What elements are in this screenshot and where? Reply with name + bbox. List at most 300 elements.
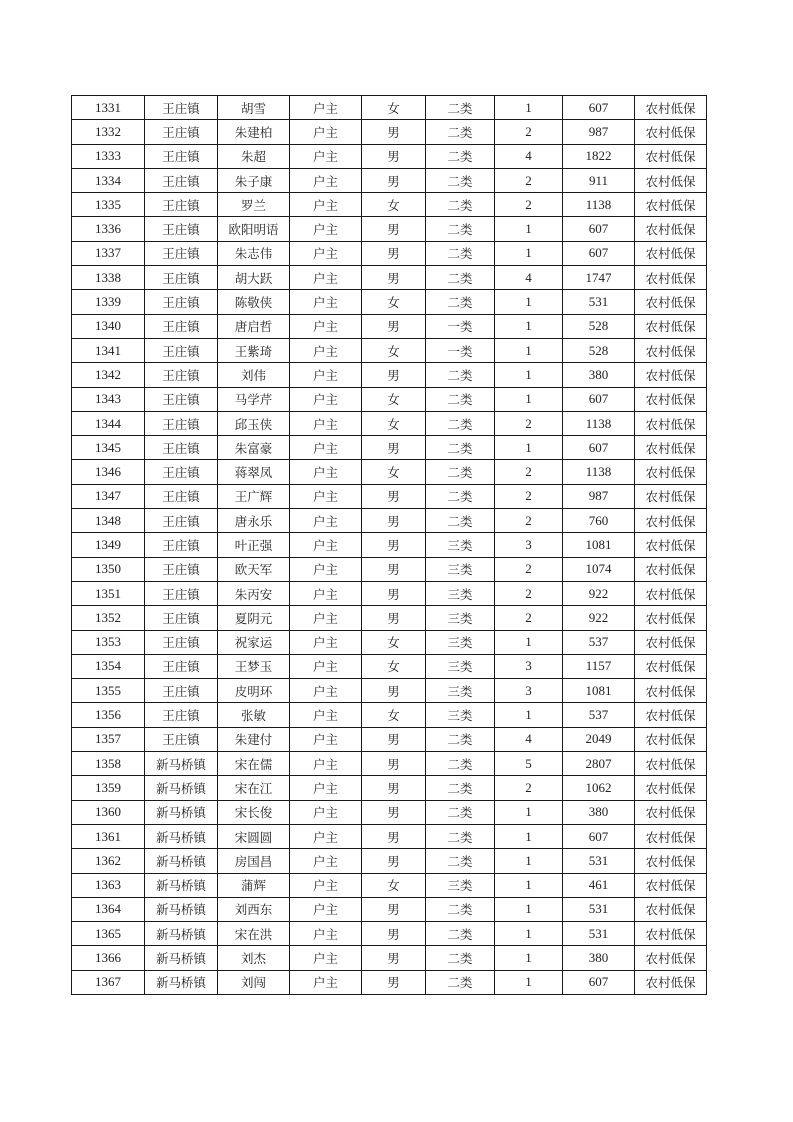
household-size-cell: 1 bbox=[495, 922, 563, 946]
assistance-type-cell: 农村低保 bbox=[635, 533, 707, 557]
name-cell: 罗兰 bbox=[218, 193, 290, 217]
household-size-cell: 1 bbox=[495, 946, 563, 970]
town-cell: 新马桥镇 bbox=[145, 849, 218, 873]
amount-cell: 1081 bbox=[563, 679, 635, 703]
name-cell: 朱丙安 bbox=[218, 581, 290, 605]
name-cell: 王梦玉 bbox=[218, 654, 290, 678]
household-size-cell: 2 bbox=[495, 484, 563, 508]
table-row bbox=[72, 606, 707, 630]
serial-number-cell: 1341 bbox=[72, 338, 145, 362]
gender-cell: 男 bbox=[362, 436, 426, 460]
town-cell: 王庄镇 bbox=[145, 727, 218, 751]
assistance-type-cell: 农村低保 bbox=[635, 193, 707, 217]
table-row bbox=[72, 193, 707, 217]
relation-cell: 户主 bbox=[290, 266, 362, 290]
category-cell: 二类 bbox=[426, 120, 495, 144]
amount-cell: 911 bbox=[563, 168, 635, 192]
town-cell: 王庄镇 bbox=[145, 703, 218, 727]
serial-number-cell: 1343 bbox=[72, 387, 145, 411]
relation-cell: 户主 bbox=[290, 168, 362, 192]
table-row bbox=[72, 338, 707, 362]
name-cell: 夏阴元 bbox=[218, 606, 290, 630]
name-cell: 欧阳明语 bbox=[218, 217, 290, 241]
serial-number-cell: 1346 bbox=[72, 460, 145, 484]
name-cell: 唐永乐 bbox=[218, 509, 290, 533]
table-row bbox=[72, 96, 707, 120]
assistance-type-cell: 农村低保 bbox=[635, 630, 707, 654]
name-cell: 朱建柏 bbox=[218, 120, 290, 144]
serial-number-cell: 1355 bbox=[72, 679, 145, 703]
household-size-cell: 1 bbox=[495, 824, 563, 848]
name-cell: 陈敬侠 bbox=[218, 290, 290, 314]
household-size-cell: 2 bbox=[495, 557, 563, 581]
category-cell: 二类 bbox=[426, 752, 495, 776]
table-row bbox=[72, 581, 707, 605]
serial-number-cell: 1362 bbox=[72, 849, 145, 873]
name-cell: 宋在江 bbox=[218, 776, 290, 800]
relation-cell: 户主 bbox=[290, 484, 362, 508]
serial-number-cell: 1336 bbox=[72, 217, 145, 241]
household-size-cell: 1 bbox=[495, 387, 563, 411]
gender-cell: 男 bbox=[362, 144, 426, 168]
assistance-type-cell: 农村低保 bbox=[635, 800, 707, 824]
household-size-cell: 2 bbox=[495, 776, 563, 800]
household-size-cell: 1 bbox=[495, 363, 563, 387]
assistance-type-cell: 农村低保 bbox=[635, 436, 707, 460]
category-cell: 二类 bbox=[426, 970, 495, 994]
assistance-type-cell: 农村低保 bbox=[635, 460, 707, 484]
category-cell: 二类 bbox=[426, 96, 495, 120]
serial-number-cell: 1333 bbox=[72, 144, 145, 168]
assistance-type-cell: 农村低保 bbox=[635, 776, 707, 800]
gender-cell: 男 bbox=[362, 946, 426, 970]
household-size-cell: 1 bbox=[495, 970, 563, 994]
household-size-cell: 1 bbox=[495, 241, 563, 265]
relation-cell: 户主 bbox=[290, 654, 362, 678]
name-cell: 朱超 bbox=[218, 144, 290, 168]
gender-cell: 男 bbox=[362, 581, 426, 605]
town-cell: 王庄镇 bbox=[145, 679, 218, 703]
category-cell: 二类 bbox=[426, 436, 495, 460]
name-cell: 朱富豪 bbox=[218, 436, 290, 460]
household-size-cell: 5 bbox=[495, 752, 563, 776]
name-cell: 胡大跃 bbox=[218, 266, 290, 290]
category-cell: 二类 bbox=[426, 897, 495, 921]
table-row bbox=[72, 946, 707, 970]
town-cell: 王庄镇 bbox=[145, 557, 218, 581]
town-cell: 王庄镇 bbox=[145, 460, 218, 484]
town-cell: 新马桥镇 bbox=[145, 752, 218, 776]
town-cell: 新马桥镇 bbox=[145, 873, 218, 897]
amount-cell: 1062 bbox=[563, 776, 635, 800]
gender-cell: 男 bbox=[362, 922, 426, 946]
household-size-cell: 4 bbox=[495, 266, 563, 290]
gender-cell: 女 bbox=[362, 96, 426, 120]
serial-number-cell: 1366 bbox=[72, 946, 145, 970]
category-cell: 三类 bbox=[426, 679, 495, 703]
serial-number-cell: 1359 bbox=[72, 776, 145, 800]
relation-cell: 户主 bbox=[290, 630, 362, 654]
name-cell: 蒲辉 bbox=[218, 873, 290, 897]
relation-cell: 户主 bbox=[290, 727, 362, 751]
amount-cell: 531 bbox=[563, 897, 635, 921]
town-cell: 新马桥镇 bbox=[145, 897, 218, 921]
town-cell: 王庄镇 bbox=[145, 630, 218, 654]
household-size-cell: 1 bbox=[495, 436, 563, 460]
serial-number-cell: 1345 bbox=[72, 436, 145, 460]
serial-number-cell: 1357 bbox=[72, 727, 145, 751]
table-row bbox=[72, 387, 707, 411]
relation-cell: 户主 bbox=[290, 800, 362, 824]
household-size-cell: 2 bbox=[495, 581, 563, 605]
town-cell: 新马桥镇 bbox=[145, 922, 218, 946]
gender-cell: 男 bbox=[362, 120, 426, 144]
table-row bbox=[72, 727, 707, 751]
serial-number-cell: 1334 bbox=[72, 168, 145, 192]
name-cell: 胡雪 bbox=[218, 96, 290, 120]
town-cell: 王庄镇 bbox=[145, 387, 218, 411]
serial-number-cell: 1361 bbox=[72, 824, 145, 848]
assistance-type-cell: 农村低保 bbox=[635, 824, 707, 848]
category-cell: 三类 bbox=[426, 873, 495, 897]
table-row bbox=[72, 436, 707, 460]
relation-cell: 户主 bbox=[290, 897, 362, 921]
amount-cell: 528 bbox=[563, 338, 635, 362]
amount-cell: 987 bbox=[563, 484, 635, 508]
category-cell: 一类 bbox=[426, 314, 495, 338]
name-cell: 房国昌 bbox=[218, 849, 290, 873]
category-cell: 三类 bbox=[426, 533, 495, 557]
relation-cell: 户主 bbox=[290, 581, 362, 605]
assistance-type-cell: 农村低保 bbox=[635, 752, 707, 776]
name-cell: 刘西东 bbox=[218, 897, 290, 921]
town-cell: 王庄镇 bbox=[145, 436, 218, 460]
serial-number-cell: 1348 bbox=[72, 509, 145, 533]
household-size-cell: 2 bbox=[495, 606, 563, 630]
name-cell: 朱子康 bbox=[218, 168, 290, 192]
assistance-type-cell: 农村低保 bbox=[635, 217, 707, 241]
category-cell: 二类 bbox=[426, 460, 495, 484]
serial-number-cell: 1351 bbox=[72, 581, 145, 605]
gender-cell: 女 bbox=[362, 193, 426, 217]
assistance-type-cell: 农村低保 bbox=[635, 509, 707, 533]
name-cell: 宋长俊 bbox=[218, 800, 290, 824]
name-cell: 祝家运 bbox=[218, 630, 290, 654]
assistance-type-cell: 农村低保 bbox=[635, 897, 707, 921]
serial-number-cell: 1344 bbox=[72, 411, 145, 435]
relation-cell: 户主 bbox=[290, 436, 362, 460]
category-cell: 二类 bbox=[426, 922, 495, 946]
amount-cell: 1157 bbox=[563, 654, 635, 678]
table-row bbox=[72, 557, 707, 581]
assistance-type-cell: 农村低保 bbox=[635, 873, 707, 897]
town-cell: 王庄镇 bbox=[145, 290, 218, 314]
category-cell: 二类 bbox=[426, 411, 495, 435]
serial-number-cell: 1347 bbox=[72, 484, 145, 508]
amount-cell: 2049 bbox=[563, 727, 635, 751]
gender-cell: 男 bbox=[362, 509, 426, 533]
name-cell: 欧天军 bbox=[218, 557, 290, 581]
amount-cell: 528 bbox=[563, 314, 635, 338]
household-size-cell: 1 bbox=[495, 873, 563, 897]
table-row bbox=[72, 411, 707, 435]
gender-cell: 男 bbox=[362, 679, 426, 703]
household-size-cell: 2 bbox=[495, 193, 563, 217]
table-row bbox=[72, 703, 707, 727]
household-size-cell: 2 bbox=[495, 168, 563, 192]
town-cell: 王庄镇 bbox=[145, 533, 218, 557]
town-cell: 王庄镇 bbox=[145, 363, 218, 387]
town-cell: 王庄镇 bbox=[145, 411, 218, 435]
name-cell: 宋圆圆 bbox=[218, 824, 290, 848]
serial-number-cell: 1349 bbox=[72, 533, 145, 557]
assistance-type-cell: 农村低保 bbox=[635, 606, 707, 630]
gender-cell: 男 bbox=[362, 776, 426, 800]
town-cell: 王庄镇 bbox=[145, 314, 218, 338]
serial-number-cell: 1350 bbox=[72, 557, 145, 581]
table-row bbox=[72, 800, 707, 824]
household-size-cell: 1 bbox=[495, 290, 563, 314]
amount-cell: 1081 bbox=[563, 533, 635, 557]
household-size-cell: 3 bbox=[495, 533, 563, 557]
gender-cell: 男 bbox=[362, 897, 426, 921]
household-size-cell: 1 bbox=[495, 338, 563, 362]
assistance-type-cell: 农村低保 bbox=[635, 970, 707, 994]
serial-number-cell: 1367 bbox=[72, 970, 145, 994]
assistance-type-cell: 农村低保 bbox=[635, 387, 707, 411]
table-row bbox=[72, 654, 707, 678]
relation-cell: 户主 bbox=[290, 606, 362, 630]
amount-cell: 922 bbox=[563, 606, 635, 630]
assistance-type-cell: 农村低保 bbox=[635, 557, 707, 581]
amount-cell: 607 bbox=[563, 241, 635, 265]
amount-cell: 760 bbox=[563, 509, 635, 533]
category-cell: 三类 bbox=[426, 581, 495, 605]
amount-cell: 531 bbox=[563, 849, 635, 873]
name-cell: 蒋翠凤 bbox=[218, 460, 290, 484]
relation-cell: 户主 bbox=[290, 411, 362, 435]
table-row bbox=[72, 679, 707, 703]
gender-cell: 男 bbox=[362, 168, 426, 192]
amount-cell: 607 bbox=[563, 436, 635, 460]
table-row bbox=[72, 849, 707, 873]
town-cell: 王庄镇 bbox=[145, 120, 218, 144]
relation-cell: 户主 bbox=[290, 96, 362, 120]
table-row bbox=[72, 509, 707, 533]
gender-cell: 男 bbox=[362, 849, 426, 873]
gender-cell: 女 bbox=[362, 630, 426, 654]
category-cell: 三类 bbox=[426, 654, 495, 678]
amount-cell: 1822 bbox=[563, 144, 635, 168]
relation-cell: 户主 bbox=[290, 363, 362, 387]
relation-cell: 户主 bbox=[290, 922, 362, 946]
relation-cell: 户主 bbox=[290, 873, 362, 897]
amount-cell: 537 bbox=[563, 630, 635, 654]
relation-cell: 户主 bbox=[290, 824, 362, 848]
relation-cell: 户主 bbox=[290, 460, 362, 484]
gender-cell: 男 bbox=[362, 727, 426, 751]
assistance-type-cell: 农村低保 bbox=[635, 946, 707, 970]
amount-cell: 607 bbox=[563, 96, 635, 120]
amount-cell: 607 bbox=[563, 970, 635, 994]
gender-cell: 男 bbox=[362, 363, 426, 387]
serial-number-cell: 1331 bbox=[72, 96, 145, 120]
name-cell: 朱志伟 bbox=[218, 241, 290, 265]
amount-cell: 607 bbox=[563, 824, 635, 848]
roster-table bbox=[71, 95, 707, 995]
table-row bbox=[72, 217, 707, 241]
name-cell: 邱玉侠 bbox=[218, 411, 290, 435]
amount-cell: 380 bbox=[563, 363, 635, 387]
town-cell: 王庄镇 bbox=[145, 581, 218, 605]
table-row bbox=[72, 241, 707, 265]
category-cell: 三类 bbox=[426, 606, 495, 630]
relation-cell: 户主 bbox=[290, 314, 362, 338]
category-cell: 二类 bbox=[426, 217, 495, 241]
relation-cell: 户主 bbox=[290, 679, 362, 703]
table-row bbox=[72, 144, 707, 168]
table-row bbox=[72, 266, 707, 290]
name-cell: 王广辉 bbox=[218, 484, 290, 508]
name-cell: 刘杰 bbox=[218, 946, 290, 970]
gender-cell: 女 bbox=[362, 338, 426, 362]
amount-cell: 1074 bbox=[563, 557, 635, 581]
gender-cell: 女 bbox=[362, 387, 426, 411]
gender-cell: 女 bbox=[362, 873, 426, 897]
name-cell: 马学芹 bbox=[218, 387, 290, 411]
amount-cell: 922 bbox=[563, 581, 635, 605]
name-cell: 宋在洪 bbox=[218, 922, 290, 946]
category-cell: 二类 bbox=[426, 290, 495, 314]
household-size-cell: 1 bbox=[495, 96, 563, 120]
table-row bbox=[72, 120, 707, 144]
category-cell: 三类 bbox=[426, 630, 495, 654]
category-cell: 二类 bbox=[426, 144, 495, 168]
assistance-type-cell: 农村低保 bbox=[635, 411, 707, 435]
gender-cell: 男 bbox=[362, 217, 426, 241]
name-cell: 刘闯 bbox=[218, 970, 290, 994]
town-cell: 王庄镇 bbox=[145, 338, 218, 362]
amount-cell: 1138 bbox=[563, 460, 635, 484]
town-cell: 王庄镇 bbox=[145, 266, 218, 290]
serial-number-cell: 1360 bbox=[72, 800, 145, 824]
amount-cell: 2807 bbox=[563, 752, 635, 776]
gender-cell: 女 bbox=[362, 290, 426, 314]
town-cell: 王庄镇 bbox=[145, 654, 218, 678]
category-cell: 三类 bbox=[426, 557, 495, 581]
relation-cell: 户主 bbox=[290, 241, 362, 265]
gender-cell: 女 bbox=[362, 460, 426, 484]
assistance-type-cell: 农村低保 bbox=[635, 266, 707, 290]
household-size-cell: 1 bbox=[495, 800, 563, 824]
table-row bbox=[72, 168, 707, 192]
household-size-cell: 1 bbox=[495, 703, 563, 727]
amount-cell: 531 bbox=[563, 922, 635, 946]
serial-number-cell: 1363 bbox=[72, 873, 145, 897]
town-cell: 王庄镇 bbox=[145, 144, 218, 168]
town-cell: 新马桥镇 bbox=[145, 776, 218, 800]
table-row bbox=[72, 970, 707, 994]
town-cell: 王庄镇 bbox=[145, 241, 218, 265]
town-cell: 王庄镇 bbox=[145, 217, 218, 241]
gender-cell: 男 bbox=[362, 970, 426, 994]
amount-cell: 531 bbox=[563, 290, 635, 314]
amount-cell: 1138 bbox=[563, 411, 635, 435]
gender-cell: 男 bbox=[362, 484, 426, 508]
relation-cell: 户主 bbox=[290, 557, 362, 581]
relation-cell: 户主 bbox=[290, 533, 362, 557]
household-size-cell: 2 bbox=[495, 120, 563, 144]
gender-cell: 男 bbox=[362, 824, 426, 848]
name-cell: 刘伟 bbox=[218, 363, 290, 387]
serial-number-cell: 1364 bbox=[72, 897, 145, 921]
category-cell: 二类 bbox=[426, 776, 495, 800]
assistance-type-cell: 农村低保 bbox=[635, 241, 707, 265]
assistance-type-cell: 农村低保 bbox=[635, 120, 707, 144]
category-cell: 三类 bbox=[426, 703, 495, 727]
table-row bbox=[72, 314, 707, 338]
gender-cell: 女 bbox=[362, 703, 426, 727]
assistance-type-cell: 农村低保 bbox=[635, 314, 707, 338]
town-cell: 王庄镇 bbox=[145, 484, 218, 508]
category-cell: 二类 bbox=[426, 484, 495, 508]
household-size-cell: 2 bbox=[495, 460, 563, 484]
assistance-type-cell: 农村低保 bbox=[635, 484, 707, 508]
assistance-type-cell: 农村低保 bbox=[635, 679, 707, 703]
gender-cell: 男 bbox=[362, 752, 426, 776]
serial-number-cell: 1358 bbox=[72, 752, 145, 776]
amount-cell: 1138 bbox=[563, 193, 635, 217]
serial-number-cell: 1365 bbox=[72, 922, 145, 946]
relation-cell: 户主 bbox=[290, 120, 362, 144]
roster-table-body bbox=[72, 96, 707, 995]
household-size-cell: 2 bbox=[495, 411, 563, 435]
relation-cell: 户主 bbox=[290, 849, 362, 873]
relation-cell: 户主 bbox=[290, 946, 362, 970]
assistance-type-cell: 农村低保 bbox=[635, 290, 707, 314]
serial-number-cell: 1332 bbox=[72, 120, 145, 144]
amount-cell: 380 bbox=[563, 946, 635, 970]
table-row bbox=[72, 630, 707, 654]
serial-number-cell: 1338 bbox=[72, 266, 145, 290]
household-size-cell: 1 bbox=[495, 217, 563, 241]
assistance-type-cell: 农村低保 bbox=[635, 581, 707, 605]
serial-number-cell: 1340 bbox=[72, 314, 145, 338]
table-row bbox=[72, 533, 707, 557]
gender-cell: 男 bbox=[362, 266, 426, 290]
household-size-cell: 2 bbox=[495, 509, 563, 533]
town-cell: 新马桥镇 bbox=[145, 970, 218, 994]
town-cell: 王庄镇 bbox=[145, 193, 218, 217]
category-cell: 一类 bbox=[426, 338, 495, 362]
amount-cell: 987 bbox=[563, 120, 635, 144]
table-row bbox=[72, 484, 707, 508]
name-cell: 张敏 bbox=[218, 703, 290, 727]
town-cell: 王庄镇 bbox=[145, 96, 218, 120]
serial-number-cell: 1342 bbox=[72, 363, 145, 387]
category-cell: 二类 bbox=[426, 800, 495, 824]
table-row bbox=[72, 776, 707, 800]
household-size-cell: 4 bbox=[495, 727, 563, 751]
table-row bbox=[72, 873, 707, 897]
amount-cell: 380 bbox=[563, 800, 635, 824]
name-cell: 唐启哲 bbox=[218, 314, 290, 338]
town-cell: 王庄镇 bbox=[145, 168, 218, 192]
category-cell: 二类 bbox=[426, 824, 495, 848]
table-row bbox=[72, 922, 707, 946]
serial-number-cell: 1353 bbox=[72, 630, 145, 654]
gender-cell: 男 bbox=[362, 606, 426, 630]
